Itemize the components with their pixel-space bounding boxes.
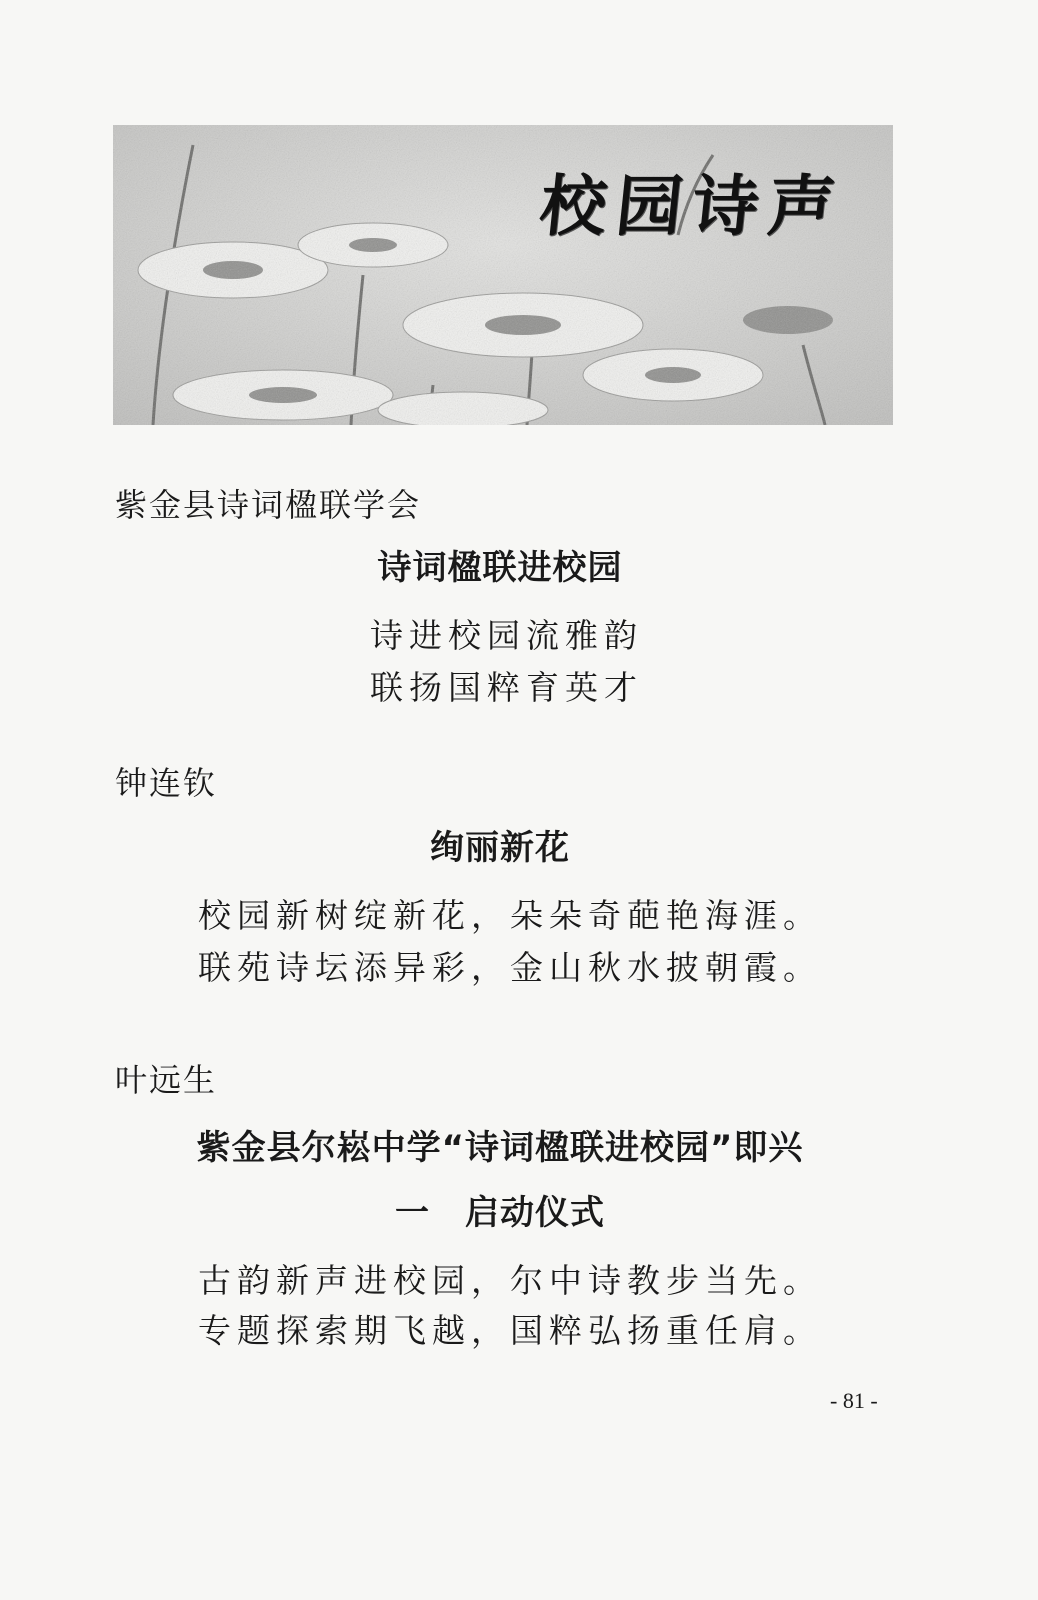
- poem-line: 联苑诗坛添异彩，金山秋水披朝霞。: [198, 948, 822, 987]
- banner-title: 校园诗声: [536, 167, 849, 245]
- header-banner: [113, 125, 893, 425]
- author-name: 钟连钦: [115, 764, 218, 802]
- poem-line: 校园新树绽新花，朵朵奇葩艳海涯。: [198, 896, 822, 935]
- page-number: - 81 -: [830, 1388, 878, 1413]
- poem-title: 紫金县尔崧中学“诗词楹联进校园”即兴: [196, 1128, 804, 1168]
- author-name: 叶远生: [115, 1061, 218, 1099]
- poem-line: 诗进校园流雅韵: [370, 616, 643, 655]
- poem-line: 联扬国粹育英才: [370, 668, 643, 707]
- poem-title: 诗词楹联进校园: [377, 548, 623, 588]
- author-name: 紫金县诗词楹联学会: [115, 486, 422, 524]
- poem-subtitle: 一 启动仪式: [395, 1193, 605, 1233]
- poem-line: 专题探索期飞越，国粹弘扬重任肩。: [198, 1311, 822, 1350]
- poem-line: 古韵新声进校园，尔中诗教步当先。: [198, 1261, 822, 1300]
- poem-title: 绚丽新花: [430, 828, 570, 868]
